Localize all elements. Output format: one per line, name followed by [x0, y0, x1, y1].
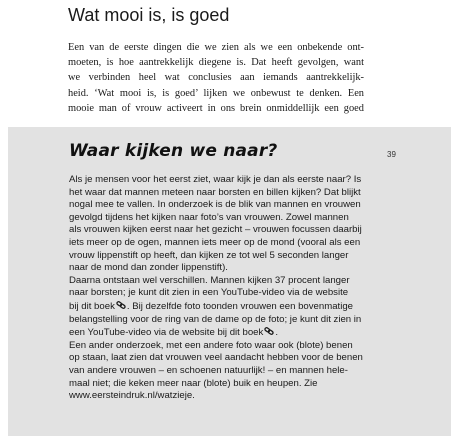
box-line	[69, 237, 369, 250]
box-line	[69, 174, 369, 187]
box-line-text: een YouTube-video via de website bij dit boek	[69, 327, 264, 339]
box-line-text: als vrouwen kijken eerst naar het gezicht – vrouwen focussen daarbij	[69, 224, 362, 236]
box-line-text: Daarna ontstaan wel verschillen. Mannen kijken 37 procent langer	[69, 274, 350, 286]
box-line-text: vrouw lippenstift op heeft, dan kijken ze tot wel 5 seconden langer	[69, 249, 349, 261]
box-line-text: Als je mensen voor het eerst ziet, waar kijk je dan als eerste naar? Is	[69, 174, 362, 185]
box-line-text: naar de mond dan zonder lippenstift).	[69, 262, 228, 274]
box-line-text: belangstelling voor de ring van de dame op de foto; je kunt dit zien in	[69, 313, 362, 325]
box-line	[69, 212, 369, 225]
page-number: 39	[387, 150, 396, 159]
intro-line: heid. ‘Wat mooi is, is goed’ lijken we onbewust te denken. Een	[68, 87, 364, 99]
chapter-section	[0, 0, 451, 127]
box-line-text: bij dit boek	[69, 300, 115, 312]
box-line	[69, 390, 369, 403]
box-line	[69, 352, 369, 365]
intro-line: Een van de eerste dingen die we zien als we een onbekende ont-	[68, 42, 364, 53]
intro-line: mooie man of vrouw activeert in ons brein onmiddellijk een goed	[68, 102, 364, 114]
box-line	[69, 224, 369, 237]
box-line	[69, 262, 369, 275]
box-line-text: iets meer op de ogen, mannen iets meer op de mond (vooral als een	[69, 236, 361, 248]
intro-paragraph	[68, 40, 364, 116]
box-line-text: Een ander onderzoek, met een andere foto waar ook (blote) benen	[69, 339, 353, 351]
box-body	[69, 174, 369, 403]
box-line	[69, 287, 369, 300]
chain-link-icon[interactable]	[116, 300, 126, 310]
box-line	[69, 187, 369, 200]
box-line	[69, 340, 369, 353]
box-line	[69, 275, 369, 288]
box-line	[69, 365, 369, 378]
box-line-text: naar borsten; je kunt dit zien in een YouTube-video via de website	[69, 287, 349, 299]
box-line	[69, 199, 369, 212]
intro-line: we verbinden heel wat conclusies aan iemands aantrekkelijk-	[68, 72, 364, 84]
chapter-heading: Wat mooi is, is goed	[68, 5, 230, 25]
box-line	[69, 250, 369, 263]
box-line	[69, 300, 369, 314]
box-line-text: gevolgd tijdens het kijken naar foto’s van vrouwen. Zowel mannen	[69, 211, 349, 223]
box-line-text: het waar dat mannen meteen naar borsten en billen kijken? Dat blijkt	[69, 186, 361, 198]
intro-line: moeten, is hoe aantrekkelijk diegene is. Dat heeft gevolgen, want	[68, 57, 364, 69]
chain-link-icon[interactable]	[264, 326, 274, 336]
box-line	[69, 378, 369, 391]
box-title: Waar kijken we naar?	[69, 141, 278, 161]
box-line-text: nogal mee te vallen. In onderzoek is de blik van mannen en vrouwen	[69, 199, 361, 211]
box-line	[69, 314, 369, 327]
box-line-text: www.eersteindruk.nl/watzieje.	[69, 390, 195, 402]
box-line	[69, 326, 369, 340]
box-line-text-after: .	[275, 327, 278, 339]
box-line-text-after: . Bij dezelfde foto toonden vrouwen een bovenmatige	[126, 300, 354, 312]
sidebar-box	[8, 127, 451, 436]
box-line-text: maal niet; die keken meer naar (blote) buik en heupen. Zie	[69, 377, 318, 389]
box-line-text: op staan, laat zien dat vrouwen veel aandacht hebben voor de benen	[69, 352, 363, 364]
box-line-text: van andere vrouwen – en schoenen natuurlijk! – en mannen hele-	[69, 364, 348, 376]
